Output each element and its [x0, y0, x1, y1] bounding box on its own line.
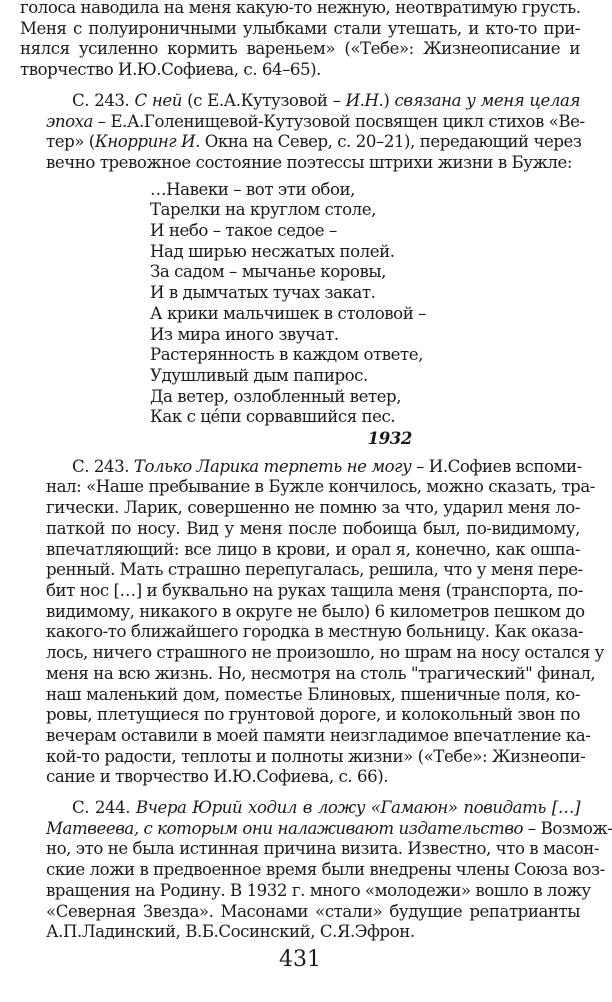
- text-line: паткой по носу. Вид у меня после побоища был, по-видимому,: [46, 518, 580, 538]
- text-line: А.П.Ладинский, В.Б.Сосинский, С.Я.Эфрон.: [46, 922, 415, 942]
- paragraph-continuation: [20, 0, 580, 81]
- text-line: «Северная Звезда». Масонами «стали» будущие репатрианты: [46, 901, 580, 921]
- text-line: бит нос […] и буквально на руках тащила меня (транспорта, по-: [46, 580, 583, 600]
- poem-line: За садом – мычанье коровы,: [150, 262, 386, 282]
- text-line: ренный. Мать страшно перепугалась, решила, что у меня пере-: [46, 560, 583, 580]
- text-line: гически. Ларик, совершенно не помню за что, ударил меня ло-: [46, 498, 580, 518]
- quoted-phrase: Вчера Юрий ходил в ложу «Гамаюн» повидать […]: [135, 798, 580, 818]
- poem-line: И небо – такое седое –: [150, 221, 337, 241]
- text-line: Матвеева, с которым они налаживают издательство – Возмож-: [46, 818, 612, 838]
- note-page-244-gamayun: [20, 798, 612, 943]
- text-line: С. 243. С ней (с Е.А.Кутузовой – И.Н.) связана у меня целая: [72, 90, 580, 110]
- quoted-phrase: Матвеева, с которым они налаживают издательство: [46, 818, 524, 838]
- quoted-phrase: эпоха: [46, 111, 93, 131]
- note-reference: С. 244.: [72, 798, 136, 818]
- text-line: голоса наводила на меня какую-то нежную, неотвратимую грусть.: [20, 0, 581, 17]
- text-line: ровы, плетущиеся по грунтовой дороге, и колокольный звон по: [46, 705, 580, 725]
- poem-line: Тарелки на круглом столе,: [150, 200, 376, 220]
- quoted-phrase: Только Ларика терпеть не могу: [133, 456, 412, 476]
- poem-line: Из мира иного звучат.: [150, 324, 339, 344]
- editor-initials: И.Н.: [345, 90, 384, 110]
- poem-line: Да ветер, озлобленный ветер,: [150, 386, 402, 406]
- poem-line: Как с цéпи сорвавшийся пес.: [150, 407, 396, 427]
- text-line: тер» (Кнорринг И. Окна на Север, с. 20–21), передающий через: [46, 132, 582, 152]
- note-reference: С. 243.: [72, 90, 135, 110]
- text-line: кой-то радости, теплоты и полноты жизни» («Тебе»: Жизнеопи-: [46, 746, 586, 766]
- text-line: Меня с полуироничными улыбками стали утешать, и кто-то при-: [20, 18, 580, 38]
- text-line: С. 243. Только Ларика терпеть не могу – И.Софиев вспоми-: [72, 456, 582, 476]
- text-line: впечатляющий: все лицо в крови, и орал я, конечно, как ошпа-: [46, 539, 580, 559]
- text-line: лось, ничего страшного не произошло, но шрам на носу остался у: [46, 643, 604, 663]
- text-line: наш маленький дом, поместье Блиновых, пшеничные поля, ко-: [46, 684, 580, 704]
- text-line: вращения на Родину. В 1932 г. много «молодежи» вошло в ложу: [46, 880, 591, 900]
- quoted-phrase: С ней: [134, 90, 182, 110]
- text-line: видимому, никакого в округе не было) 6 километров пешком до: [46, 601, 585, 621]
- poem-line: Растерянность в каждом ответе,: [150, 345, 423, 365]
- text-line: эпоха – Е.А.Голенищевой-Кутузовой посвящен цикл стихов «Ве-: [46, 111, 585, 131]
- poem-line: А крики мальчишек в столовой –: [150, 303, 426, 323]
- quoted-phrase: связана у меня целая: [394, 90, 580, 110]
- page-number: 431: [279, 947, 321, 972]
- text-line: меня на всю жизнь. Но, несмотря на столь "трагический" финал,: [46, 663, 596, 683]
- note-reference: С. 243.: [72, 456, 134, 476]
- poem-line: Удушливый дым папирос.: [150, 365, 368, 385]
- note-page-243-kutuzova: [20, 90, 585, 174]
- text-line: творчество И.Ю.Софиева, с. 64–65).: [20, 60, 321, 80]
- note-page-243-larik: [20, 456, 604, 788]
- author-ref: Кнорринг И.: [94, 132, 200, 152]
- text-line: вечерам оставили в моей памяти неизгладимое впечатление ка-: [46, 725, 591, 745]
- text-line: [20, 798, 580, 819]
- text-line: нал: «Наше пребывание в Бужле кончилось, можно сказать, тра-: [46, 477, 595, 497]
- text-line: вечно тревожное состояние поэтессы штрихи жизни в Бужле:: [46, 152, 573, 172]
- text-line: ские ложи в предвоенное время были внедрены члены Союза воз-: [46, 860, 605, 880]
- poem-year: 1932: [367, 428, 412, 449]
- text-line: какого-то ближайшего городка в местную больницу. Как оказа-: [46, 622, 584, 642]
- poem-line: И в дымчатых тучах закат.: [150, 283, 376, 303]
- poem-veter: [150, 179, 426, 449]
- text-line: сание и творчество И.Ю.Софиева, с. 66).: [46, 767, 389, 787]
- text-line: нялся усиленно кормить вареньем» («Тебе»: Жизнеописание и: [20, 39, 580, 59]
- poem-line: Над ширью несжатых полей.: [150, 241, 395, 261]
- text-line: но, это не была истинная причина визита. Известно, что в масон-: [46, 839, 600, 859]
- poem-line: …Навеки – вот эти обои,: [150, 179, 355, 199]
